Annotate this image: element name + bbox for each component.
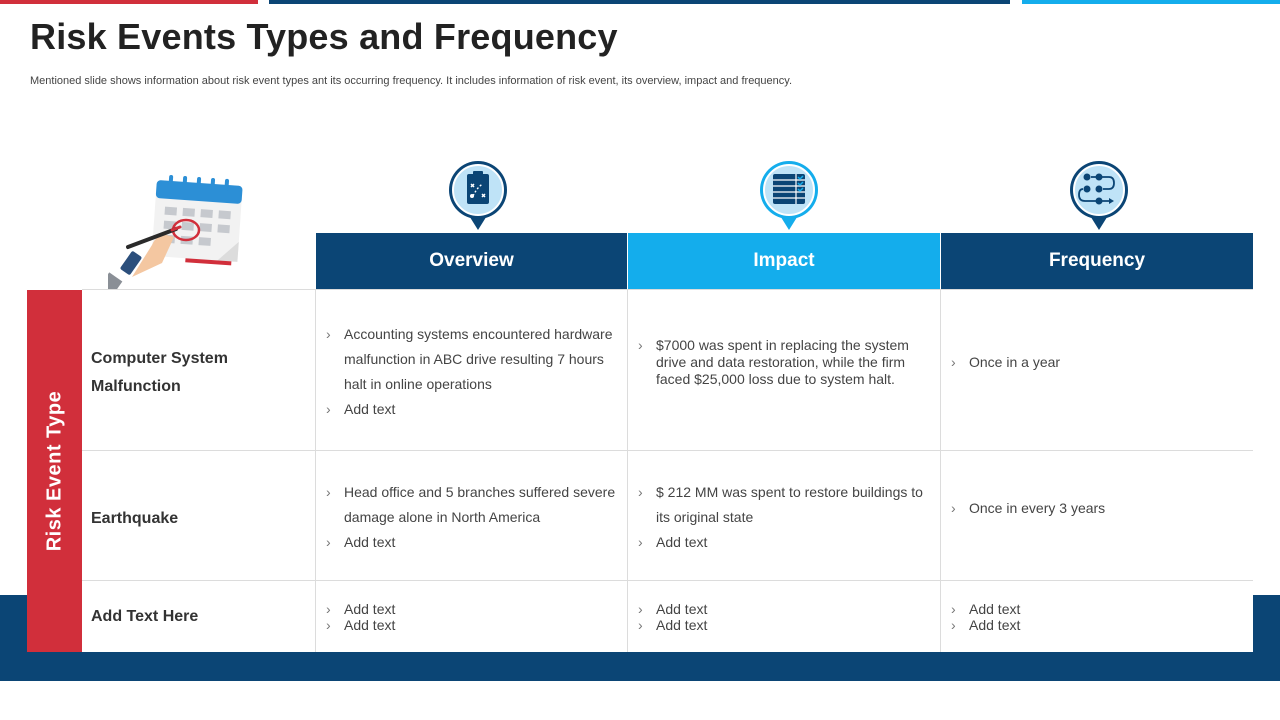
- frequency-cell: [951, 500, 1241, 517]
- bullet-text: › Once in every 3 years: [951, 500, 1241, 517]
- page-subtitle: Mentioned slide shows information about risk event types ant its occurring frequency. It includes information of risk event, its overview, impact and frequency.: [30, 75, 793, 87]
- impact-cell: [638, 480, 930, 555]
- row-label: Computer System Malfunction: [91, 350, 228, 395]
- risk-event-type-sidebar: [27, 290, 82, 652]
- overview-cell: [326, 322, 622, 422]
- frequency-cell: [951, 601, 1241, 633]
- top-accent-red: [0, 0, 258, 4]
- strategy-clipboard-icon: [448, 160, 508, 232]
- calendar-pen-icon: [108, 173, 253, 291]
- column-divider: [627, 289, 628, 652]
- bullet-text: › Add text: [326, 601, 622, 617]
- bullet-text: › Add text: [951, 617, 1241, 633]
- impact-cell: [638, 601, 930, 633]
- bullet-text: › Add text: [638, 601, 930, 617]
- column-divider: [315, 289, 316, 652]
- column-divider: [940, 289, 941, 652]
- page-title: Risk Events Types and Frequency: [30, 16, 618, 57]
- column-header-overview: Overview: [316, 233, 627, 289]
- row-divider: [82, 580, 1253, 581]
- bullet-text: › Add text: [326, 397, 622, 422]
- frequency-cell: [951, 354, 1241, 371]
- bullet-text: › Accounting systems encountered hardware malfunction in ABC drive resulting 7 hours halt in online operations: [326, 322, 622, 397]
- bullet-text: › Add text: [326, 530, 622, 555]
- bullet-text: › Head office and 5 branches suffered severe damage alone in North America: [326, 480, 622, 530]
- row-label: Add Text Here: [91, 608, 199, 625]
- bullet-text: › Add text: [638, 530, 930, 555]
- column-header-frequency: Frequency: [941, 233, 1253, 289]
- impact-cell: [638, 337, 928, 388]
- row-label: Earthquake: [91, 510, 179, 527]
- column-header-impact: Impact: [628, 233, 940, 289]
- bullet-text: › Add text: [326, 617, 622, 633]
- overview-cell: [326, 480, 622, 555]
- overview-cell: [326, 601, 622, 633]
- bullet-text: › Add text: [638, 617, 930, 633]
- bullet-text: › Once in a year: [951, 354, 1241, 371]
- sidebar-label: Risk Event Type: [43, 390, 65, 552]
- top-accent-navy: [269, 0, 1010, 4]
- bullet-text: › $ 212 MM was spent to restore buildings to its original state: [638, 480, 930, 530]
- process-flow-icon: [1069, 160, 1129, 232]
- top-accent-blue: [1022, 0, 1280, 4]
- bullet-text: › Add text: [951, 601, 1241, 617]
- row-divider: [82, 289, 1253, 290]
- checklist-table-icon: [759, 160, 819, 232]
- bullet-text: › $7000 was spent in replacing the system drive and data restoration, while the firm faced $25,000 loss due to system halt.: [638, 337, 928, 388]
- row-divider: [82, 450, 1253, 451]
